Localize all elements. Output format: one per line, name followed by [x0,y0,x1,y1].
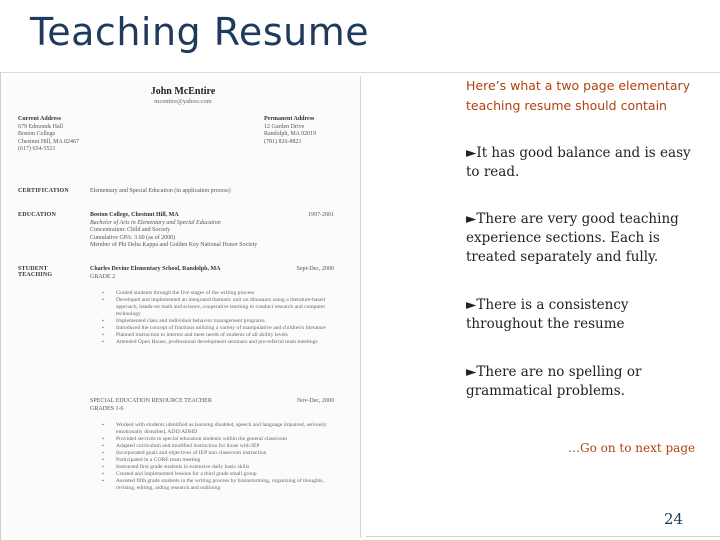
bullet-item: ▪ Participated in a CORE team meeting [102,457,332,464]
education-line: Bachelor of Arts in Elementary and Special Education [90,219,221,226]
page-number: 24 [664,510,684,528]
education-heading: EDUCATION [18,212,57,218]
resource-teacher-dates: Nov-Dec, 2000 [297,398,334,404]
education-school: Boston College, Chestnut Hill, MA [90,212,179,218]
bullet-item: ▪ Planned instruction to interest and meet needs of students of all ability levels [102,332,332,339]
footer-divider [366,536,720,537]
resource-teacher-block [90,398,334,413]
commentary-point: ►There is a consistency throughout the resume [466,297,629,332]
address-line: (617) 654-5521 [18,146,56,152]
bullet-item: ▪ Assisted fifth grade students in the writing process by brainstorming, organizing of thoughts, revising, editing, aiding research and outlining [102,478,332,492]
address-line: 679 Edmonds Hall [18,123,63,130]
certification-text: Elementary and Special Education (in application process) [90,188,231,194]
education-block [90,212,334,250]
commentary-panel [466,76,706,116]
bullet-item: ▪ Instructed first grade students in extensive daily basic skills [102,464,332,471]
education-line: Member of Phi Delta Kappa and Golden Key National Honor Society [90,242,258,248]
bullet-item: ▪ Developed and implemented an integrated thematic unit on dinosaurs using a literature-based approach, hands-on math and science, cooperative learning to conduct research and computer technology [102,297,332,318]
resume-name: John McEntire [150,86,216,97]
current-address [18,116,79,154]
address-line: Randolph, MA 02019 [264,131,317,137]
bullet-item: ▪ Adapted curriculum and modified instruction for those with IEP [102,443,332,450]
frame-divider [0,72,1,540]
current-address-heading: Current Address [18,116,61,122]
slide-title-bar [0,0,720,73]
bullet-item: ▪ Implemented class and individual behavior management programs [102,318,332,325]
education-dates: 1997-2001 [308,212,334,218]
resource-teacher-bullets [102,422,332,492]
slide-title: Teaching Resume [30,10,370,54]
bullet-item: ▪ Attended Open House, professional development seminars and pre-referral team meetings [102,339,332,346]
bullet-item: ▪ Worked with students identified as learning disabled, speech and language impaired, seriously emotionally disturbed, ADD/ADHD [102,422,332,436]
address-line: (781) 826-8821 [264,138,302,145]
bullet-item: ▪ Introduced the concept of fractions utilizing a variety of manipulative and children's literature [102,325,332,332]
student-teaching-bullets [102,290,332,346]
permanent-address-heading: Permanent Address [264,116,315,122]
bullet-item: ▪ Incorporated goals and objectives of IEP into classroom instruction [102,450,332,457]
education-line: Concentration: Child and Society [90,227,171,233]
resume-document-image [6,76,361,538]
bullet-item: ▪ Provided services to special education students within the general classroom [102,436,332,443]
certification-heading: CERTIFICATION [18,188,69,194]
address-line: Chestnut Hill, MA 02467 [18,138,80,145]
student-teaching-heading-line: TEACHING [18,272,53,278]
student-teaching-dates: Sept-Dec, 2000 [296,266,334,272]
commentary-point: ►There are very good teaching experience sections. Each is treated separately and fully. [466,211,679,265]
permanent-address [264,116,316,146]
resource-teacher-grades: GRADES 1-6 [90,405,124,412]
commentary-point: ►It has good balance and is easy to read. [466,145,691,180]
commentary-point: ►There are no spelling or grammatical problems. [466,364,642,399]
student-teaching-heading-line: STUDENT [18,266,48,272]
resource-teacher-heading: SPECIAL EDUCATION RESOURCE TEACHER [90,398,212,404]
resume-email: mcentire@yahoo.com [154,98,212,105]
education-line: Cumulative GPA: 3.60 (as of 2000) [90,234,176,241]
student-teaching-grade: GRADE 2 [90,273,116,280]
student-teaching-block [90,266,334,281]
bullet-item: ▪ Created and implemented lessons for a third grade small group [102,471,332,478]
address-line: 12 Garden Drive [264,123,305,130]
address-line: Boston College [18,131,56,137]
commentary-intro: Here’s what a two page elementary teaching resume should contain [466,78,691,113]
student-teaching-school: Charles Devine Elementary School, Randolph, MA [90,266,221,272]
go-on-next-page: …Go on to next page [568,441,696,455]
student-teaching-heading [18,266,52,278]
bullet-item: ▪ Guided students through the five stages of the writing process [102,290,332,297]
